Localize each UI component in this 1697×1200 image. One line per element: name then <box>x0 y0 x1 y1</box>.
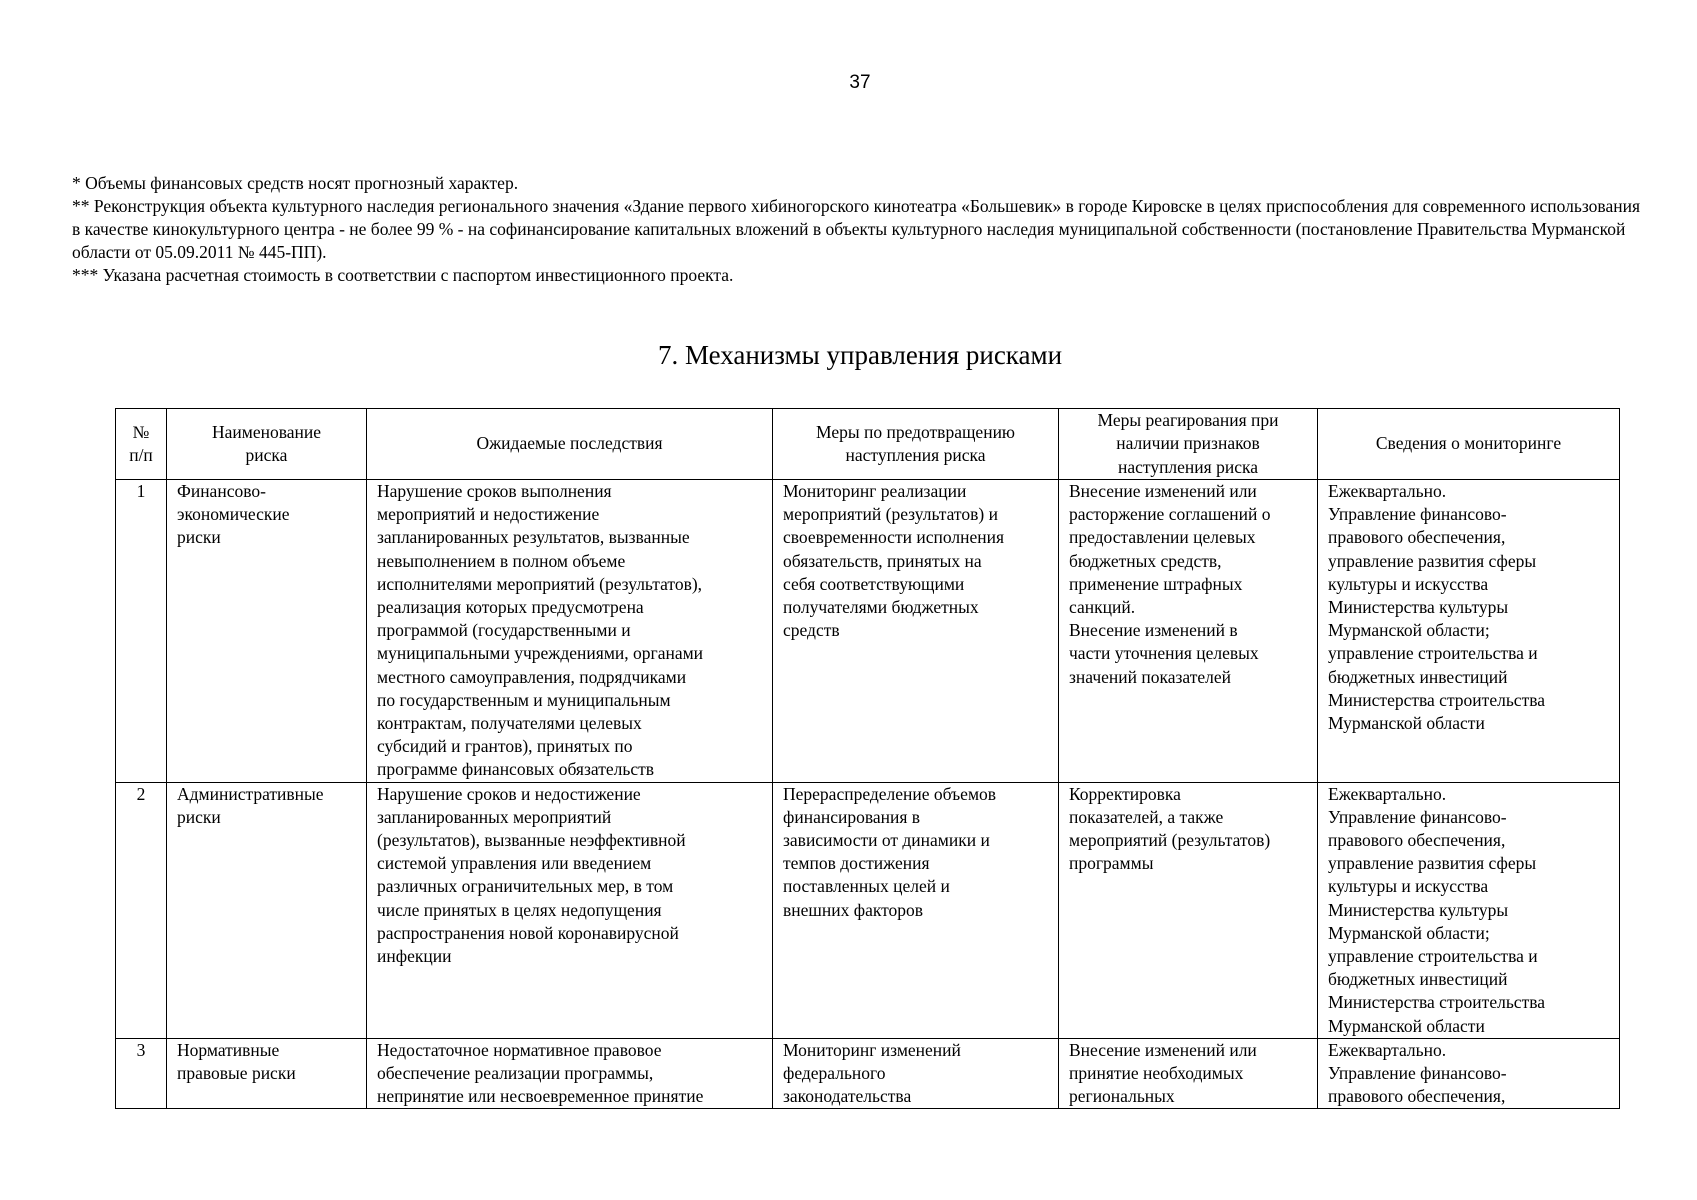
header-line: наступления риска <box>845 445 986 465</box>
header-prevention <box>773 409 1059 480</box>
cell-number: 2 <box>116 782 167 1038</box>
cell-line: правового обеспечения, <box>1328 1086 1506 1107</box>
cell-line: Управление финансово- <box>1328 1063 1507 1084</box>
cell-line: санкций. <box>1069 597 1136 618</box>
cell-line: Мониторинг реализации <box>783 481 967 501</box>
cell-line: Ежеквартально. <box>1328 481 1447 501</box>
header-monitoring <box>1318 409 1620 480</box>
cell-line: Министерства культуры <box>1328 597 1509 618</box>
header-line: п/п <box>129 445 153 465</box>
header-line: Меры реагирования при <box>1097 410 1279 431</box>
cell-line: непринятие или несвоевременное принятие <box>377 1086 704 1107</box>
cell-line: программе финансовых обязательств <box>377 759 655 780</box>
footnotes <box>72 172 1642 287</box>
cell-risk-name <box>167 480 367 783</box>
header-response <box>1059 409 1318 480</box>
cell-line: Управление финансово- <box>1328 806 1507 827</box>
cell-line: средств <box>783 620 840 641</box>
cell-number: 3 <box>116 1038 167 1109</box>
header-line: Меры по предотвращению <box>815 421 1016 442</box>
cell-monitoring <box>1318 1038 1620 1109</box>
cell-line: запланированных результатов, вызванные <box>377 527 690 548</box>
cell-line: Корректировка <box>1069 783 1181 804</box>
cell-line: программой (государственными и <box>377 620 631 641</box>
cell-line: управление развития сферы <box>1328 853 1537 874</box>
table-body <box>116 480 1620 1109</box>
cell-line: Управление финансово- <box>1328 504 1507 525</box>
cell-line: финансирования в <box>783 806 921 827</box>
cell-line: Министерства культуры <box>1328 899 1509 920</box>
cell-line: Мурманской области; <box>1328 922 1490 943</box>
cell-line: мероприятий и недостижение <box>377 504 600 525</box>
cell-line: правовые риски <box>177 1063 296 1084</box>
cell-line: части уточнения целевых <box>1069 643 1259 664</box>
cell-line: показателей, а также <box>1069 806 1224 827</box>
table-row <box>116 1038 1620 1109</box>
cell-line: субсидий и грантов), принятых по <box>377 736 633 757</box>
cell-line: управление строительства и <box>1328 643 1538 664</box>
cell-line: культуры и искусства <box>1328 573 1489 594</box>
footnote-1: * Объемы финансовых средств носят прогнозный характер. <box>72 173 519 193</box>
header-line: № <box>132 421 150 442</box>
cell-line: исполнителями мероприятий (результатов), <box>377 573 703 594</box>
cell-line: местного самоуправления, подрядчиками <box>377 666 687 687</box>
cell-line: невыполнением в полном объеме <box>377 550 626 571</box>
cell-line: Министерства строительства <box>1328 689 1546 710</box>
table-header-row <box>116 409 1620 480</box>
cell-line: Ежеквартально. <box>1328 1039 1447 1060</box>
cell-line: Мурманской области; <box>1328 620 1490 641</box>
cell-response <box>1059 1038 1318 1109</box>
header-line: риска <box>245 445 288 465</box>
footnote-3: *** Указана расчетная стоимость в соответствии с паспортом инвестиционного проекта. <box>72 265 734 285</box>
cell-line: Финансово- <box>177 481 266 501</box>
cell-line: бюджетных инвестиций <box>1328 969 1508 990</box>
section-title: 7. Механизмы управления рисками <box>657 340 1063 370</box>
cell-line: зависимости от динамики и <box>783 830 990 851</box>
cell-prevention <box>773 480 1059 783</box>
cell-line: законодательства <box>783 1086 912 1107</box>
cell-prevention <box>773 1038 1059 1109</box>
cell-line: Нарушение сроков выполнения <box>377 481 612 501</box>
cell-line: мероприятий (результатов) <box>1069 830 1271 851</box>
cell-line: экономические <box>177 504 290 525</box>
cell-line: Недостаточное нормативное правовое <box>377 1039 662 1060</box>
cell-consequences <box>367 782 773 1038</box>
cell-line: управление развития сферы <box>1328 550 1537 571</box>
cell-line: Административные <box>177 783 324 804</box>
header-line: наступления риска <box>1118 456 1258 477</box>
cell-line: числе принятых в целях недопущения <box>377 899 662 920</box>
cell-risk-name <box>167 1038 367 1109</box>
cell-line: Внесение изменений в <box>1069 620 1238 641</box>
cell-line: темпов достижения <box>783 853 930 874</box>
cell-line: применение штрафных <box>1069 573 1243 594</box>
cell-risk-name <box>167 782 367 1038</box>
table-row <box>116 480 1620 783</box>
cell-line: распространения новой коронавирусной <box>377 922 679 943</box>
cell-line: муниципальными учреждениями, органами <box>377 643 704 664</box>
cell-line: получателями бюджетных <box>783 597 979 618</box>
cell-line: Министерства строительства <box>1328 992 1546 1013</box>
cell-line: Внесение изменений или <box>1069 1039 1257 1060</box>
cell-line: реализация которых предусмотрена <box>377 597 644 618</box>
cell-line: себя соответствующими <box>783 573 965 594</box>
cell-line: управление строительства и <box>1328 946 1538 967</box>
cell-line: бюджетных инвестиций <box>1328 666 1508 687</box>
cell-line: программы <box>1069 853 1154 874</box>
header-line: Ожидаемые последствия <box>476 433 663 454</box>
cell-line: Внесение изменений или <box>1069 481 1257 501</box>
cell-line: бюджетных средств, <box>1069 550 1222 571</box>
cell-line: Нормативные <box>177 1039 280 1060</box>
header-consequences <box>367 409 773 480</box>
cell-line: культуры и искусства <box>1328 876 1489 897</box>
risk-management-table <box>115 408 1620 1109</box>
cell-monitoring <box>1318 782 1620 1038</box>
cell-line: по государственным и муниципальным <box>377 689 671 710</box>
cell-line: федерального <box>783 1063 886 1084</box>
footnote-2: ** Реконструкция объекта культурного наследия регионального значения «Здание первого хибиногорского кинотеатра «Большевик» в городе Кировске в целях приспособления для современного использования в качестве кинокультурного центра - не более 99 % - на софинансирование капитальных вложений в объекты культурного наследия муниципальной собственности (постановление Правительства Мурманской области от 05.09.2011 № 445-ПП). <box>72 196 1641 262</box>
cell-line: своевременности исполнения <box>783 527 1004 548</box>
cell-line: Мурманской области <box>1328 713 1485 734</box>
cell-line: принятие необходимых <box>1069 1063 1244 1084</box>
cell-line: Ежеквартально. <box>1328 783 1447 804</box>
cell-line: риски <box>177 806 221 827</box>
cell-line: системой управления или введением <box>377 853 652 874</box>
cell-response <box>1059 782 1318 1038</box>
cell-line: правового обеспечения, <box>1328 830 1506 851</box>
cell-line: региональных <box>1069 1086 1175 1107</box>
header-line: наличии признаков <box>1116 433 1260 454</box>
cell-prevention <box>773 782 1059 1038</box>
header-number <box>116 409 167 480</box>
cell-line: риски <box>177 527 221 548</box>
cell-consequences <box>367 1038 773 1109</box>
header-line: Сведения о мониторинге <box>1375 433 1562 454</box>
cell-line: расторжение соглашений о <box>1069 504 1271 525</box>
cell-line: правового обеспечения, <box>1328 527 1506 548</box>
cell-line: Мурманской области <box>1328 1015 1485 1036</box>
cell-monitoring <box>1318 480 1620 783</box>
cell-line: внешних факторов <box>783 899 924 920</box>
page-number: 37 <box>849 72 871 93</box>
table-row <box>116 782 1620 1038</box>
cell-line: Мониторинг изменений <box>783 1039 961 1060</box>
header-risk-name <box>167 409 367 480</box>
cell-line: мероприятий (результатов) и <box>783 504 998 525</box>
cell-line: контрактам, получателями целевых <box>377 713 642 734</box>
cell-line: (результатов), вызванные неэффективной <box>377 830 686 851</box>
cell-line: обеспечение реализации программы, <box>377 1063 654 1084</box>
cell-response <box>1059 480 1318 783</box>
cell-line: различных ограничительных мер, в том <box>377 876 674 897</box>
cell-number: 1 <box>116 480 167 783</box>
cell-line: Нарушение сроков и недостижение <box>377 783 641 804</box>
cell-line: обязательств, принятых на <box>783 550 982 571</box>
header-line: Наименование <box>211 421 322 442</box>
cell-line: Перераспределение объемов <box>783 783 997 804</box>
cell-line: инфекции <box>377 946 452 967</box>
cell-line: значений показателей <box>1069 666 1232 687</box>
cell-consequences <box>367 480 773 783</box>
cell-line: поставленных целей и <box>783 876 950 897</box>
cell-line: запланированных мероприятий <box>377 806 612 827</box>
cell-line: предоставлении целевых <box>1069 527 1256 548</box>
